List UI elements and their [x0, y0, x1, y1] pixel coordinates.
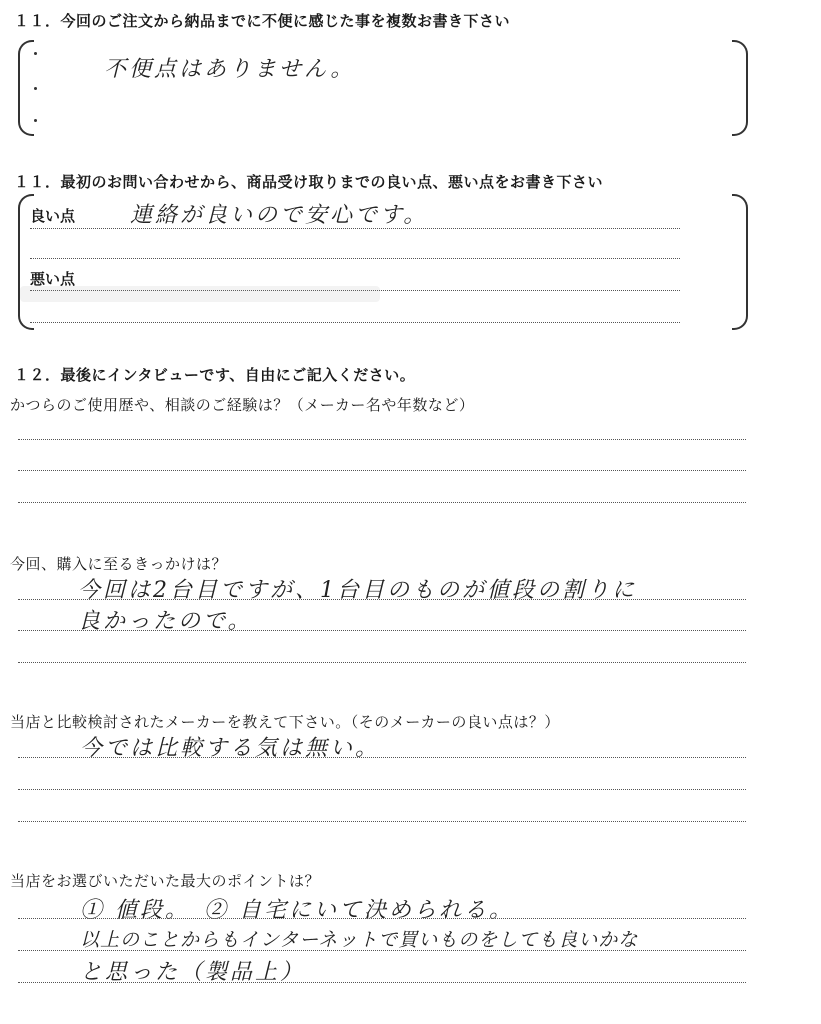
- q11a-bracket-right: [732, 40, 748, 136]
- q12-sub4-question: 当店をお選びいただいた最大のポイントは？: [10, 872, 321, 890]
- q11a-answer: 不便点はありません。: [104, 57, 356, 82]
- q12-sub2-line-2: [18, 630, 746, 631]
- q12-sub1-line-3: [18, 502, 746, 503]
- q11a-bullet-1: [34, 52, 37, 55]
- good-point-line-2: [30, 258, 680, 259]
- q12-sub1-line-1: [18, 439, 746, 440]
- q12-sub2-line-3: [18, 662, 746, 663]
- q12-sub4-line-3: [18, 982, 746, 983]
- q12-sub4-answer-line-3: と思った（製品上）: [80, 960, 306, 985]
- good-point-line-1: [30, 228, 680, 229]
- q12-sub2-line-1: [18, 599, 746, 600]
- good-point-answer: 連絡が良いので安心です。: [130, 203, 429, 228]
- scan-smudge: [20, 286, 380, 302]
- q12-sub3-line-3: [18, 821, 746, 822]
- q12-sub1-line-2: [18, 470, 746, 471]
- q12-sub2-question: 今回、購入に至るきっかけは？: [10, 555, 228, 573]
- q12-sub4-line-1: [18, 918, 746, 919]
- q12-title: １２．最後にインタビューです、自由にご記入ください。: [14, 366, 416, 384]
- q11a-bracket-left: [18, 40, 34, 136]
- q12-sub4-line-2: [18, 950, 746, 951]
- bad-point-line-2: [30, 322, 680, 323]
- q12-sub3-question: 当店と比較検討されたメーカーを教えて下さい。（そのメーカーの良い点は？）: [10, 713, 560, 731]
- q12-sub1-question: かつらのご使用歴や、相談のご経験は？（メーカー名や年数など）: [10, 396, 475, 414]
- q11a-title: １１．今回のご注文から納品までに不便に感じた事を複数お書き下さい: [14, 12, 511, 30]
- q12-sub3-line-2: [18, 789, 746, 790]
- q11b-title: １１．最初のお問い合わせから、商品受け取りまでの良い点、悪い点をお書き下さい: [14, 173, 604, 191]
- good-point-label: 良い点: [30, 207, 76, 225]
- q11a-bullet-3: [34, 119, 37, 122]
- q12-sub4-answer-line-2: 以上のことからもインターネットで買いものをしても良いかな: [80, 929, 639, 951]
- q11b-bracket-right: [732, 194, 748, 330]
- q12-sub3-line-1: [18, 757, 746, 758]
- q12-sub2-answer-line-2: 良かったので。: [78, 609, 253, 634]
- bad-point-label: 悪い点: [30, 270, 76, 288]
- q11a-bullet-2: [34, 87, 37, 90]
- q12-sub2-answer-line-1: 今回は2台目ですが、1台目のものが値段の割りに: [78, 578, 637, 603]
- q12-sub4-answer-line-1: ① 値段。 ② 自宅にいて決められる。: [80, 898, 514, 923]
- q12-sub3-answer: 今では比較する気は無い。: [80, 736, 381, 761]
